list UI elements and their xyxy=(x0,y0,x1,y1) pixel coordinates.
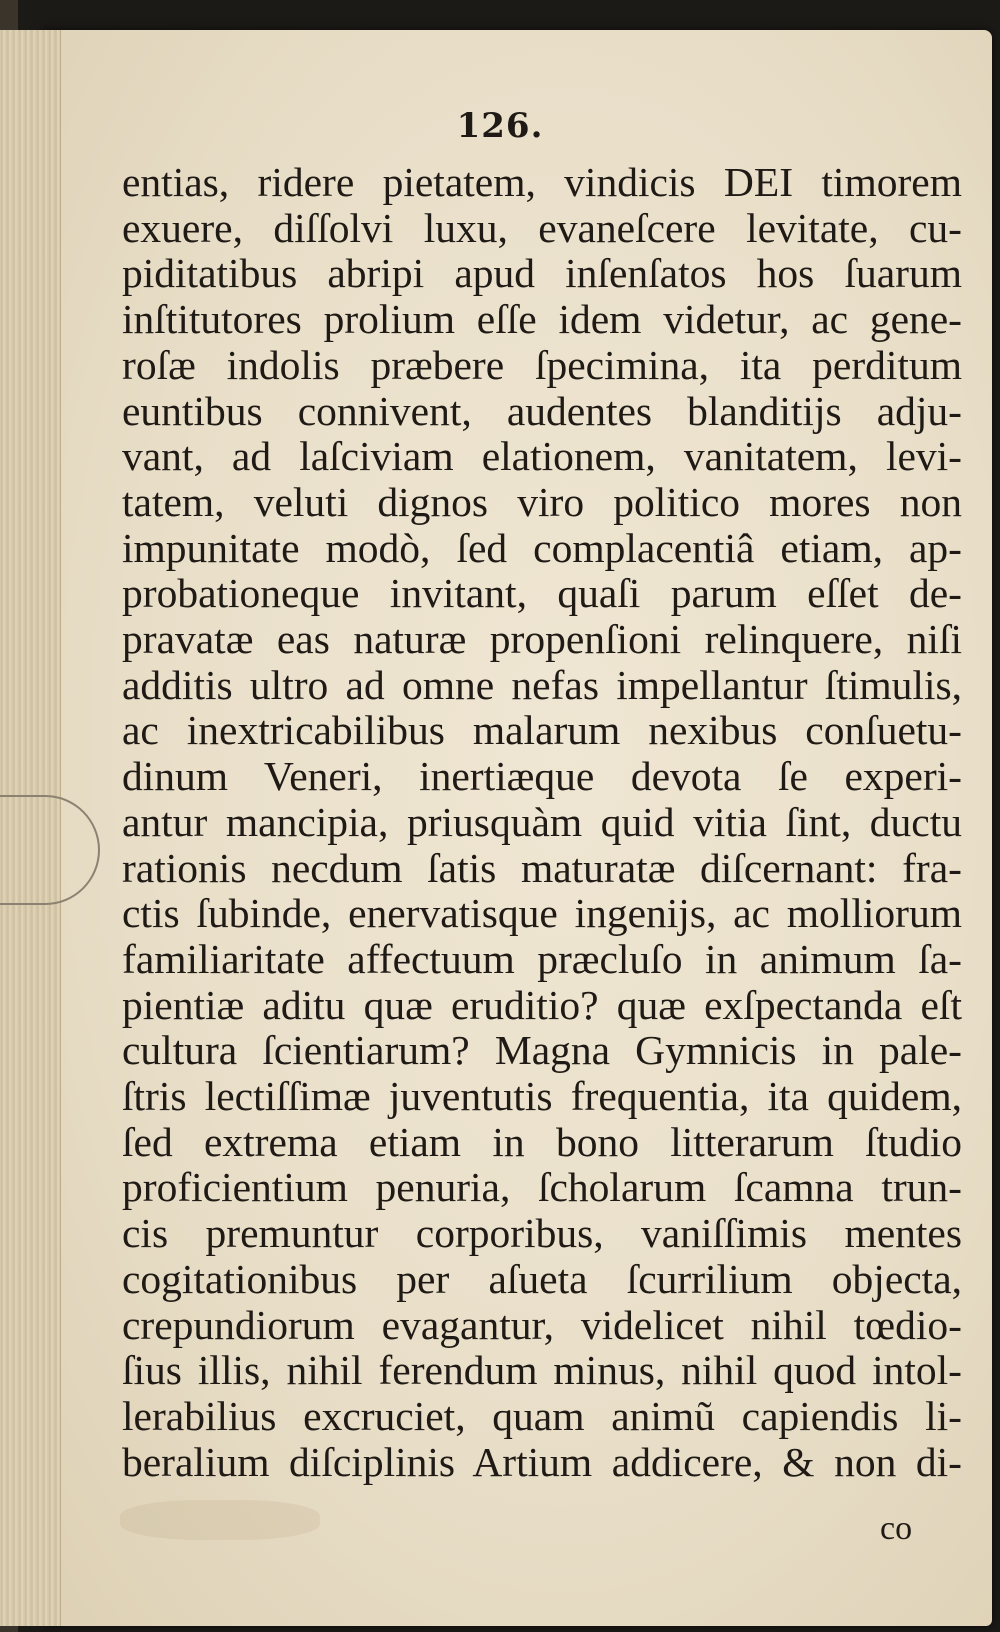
text-line: ſtris lectiſſimæ juventutis frequentia, ita quidem, xyxy=(122,1073,962,1120)
page-number: 126. xyxy=(456,106,544,146)
text-line: antur mancipia, priusquàm quid vitia ſint, ductu xyxy=(122,798,962,845)
text-line: pientiæ aditu quæ eruditio? quæ exſpectanda eſt xyxy=(122,981,962,1028)
text-line: euntibus connivent, audentes blanditijs adju- xyxy=(122,387,962,434)
text-line: beralium diſciplinis Artium addicere, & non di- xyxy=(122,1438,962,1485)
text-line: cogitationibus per aſueta ſcurrilium objecta, xyxy=(122,1255,962,1302)
text-line: familiaritate affectuum præcluſo in animum ſa- xyxy=(122,935,962,982)
text-line: ſius illis, nihil ferendum minus, nihil quod intol- xyxy=(122,1347,962,1394)
text-line: ſed extrema etiam in bono litterarum ſtudio xyxy=(122,1118,962,1165)
text-line: exuere, diſſolvi luxu, evaneſcere levitate, cu- xyxy=(122,204,962,251)
catchword: co xyxy=(880,1510,913,1547)
text-line: crepundiorum evagantur, videlicet nihil tœdio- xyxy=(122,1301,962,1348)
text-line: vant, ad laſciviam elationem, vanitatem, levi- xyxy=(122,433,962,480)
body-text xyxy=(122,160,962,1485)
text-line: impunitate modò, ſed complacentiâ etiam, ap- xyxy=(122,524,962,571)
text-line: entias, ridere pietatem, vindicis DEI timorem xyxy=(122,159,962,205)
text-line: lerabilius excruciet, quam animũ capiendis li- xyxy=(122,1392,962,1439)
text-line: rationis necdum ſatis maturatæ diſcernant: fra- xyxy=(122,844,962,891)
text-line: inſtitutores prolium eſſe idem videtur, ac gene- xyxy=(122,296,962,343)
text-line: ctis ſubinde, enervatisque ingenijs, ac molliorum xyxy=(122,890,962,937)
text-line: additis ultro ad omne nefas impellantur ſtimulis, xyxy=(122,661,962,708)
text-line: cis premuntur corporibus, vaniſſimis mentes xyxy=(122,1210,962,1257)
text-line: ac inextricabilibus malarum nexibus conſuetu- xyxy=(122,707,962,754)
text-line: pravatæ eas naturæ propenſioni relinquere, niſi xyxy=(122,616,962,663)
text-line: piditatibus abripi apud inſenſatos hos ſuarum xyxy=(122,250,962,297)
text-line: cultura ſcientiarum? Magna Gymnicis in pale- xyxy=(122,1027,962,1074)
paper-stain xyxy=(120,1500,320,1540)
text-line: dinum Veneri, inertiæque devota ſe experi- xyxy=(122,753,962,800)
text-line: tatem, veluti dignos viro politico mores non xyxy=(122,478,962,525)
text-line: probationeque invitant, quaſi parum eſſet de- xyxy=(122,570,962,617)
text-line: roſæ indolis præbere ſpecimina, ita perditum xyxy=(122,341,962,388)
text-line: proficientium penuria, ſcholarum ſcamna trun- xyxy=(122,1164,962,1211)
